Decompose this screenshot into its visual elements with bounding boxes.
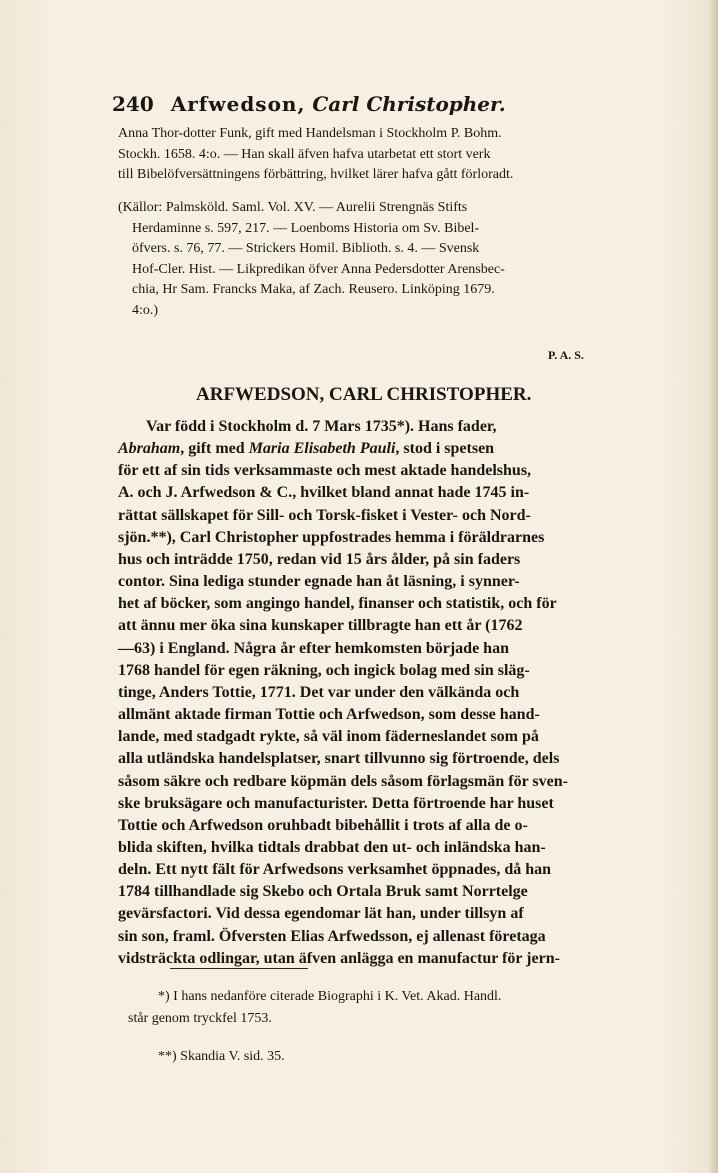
source-line: Herdaminne s. 597, 217. — Loenboms Historia om Sv. Bibel- — [132, 220, 480, 236]
body-line: 1784 tillhandlade sig Skebo och Ortala Bruk samt Norrtelge — [118, 883, 528, 901]
text-line: Anna Thor-dotter Funk, gift med Handelsman i Stockholm P. Bohm. — [118, 126, 502, 141]
header-subtitle: Carl Christopher. — [312, 92, 506, 116]
body-line: contor. Sina lediga stunder egnade han åt läsning, i synner- — [118, 573, 520, 591]
body-line: Var född i Stockholm d. 7 Mars 1735*). Hans fader, — [146, 418, 497, 435]
body-line: alla utländska handelsplatser, snart tillvunno sig förtroende, dels — [118, 750, 560, 768]
footnote-divider — [170, 968, 308, 969]
sources-block — [118, 198, 678, 322]
footnote-line: står genom tryckfel 1753. — [128, 1011, 272, 1026]
body-line: att ännu mer öka sina kunskaper tillbragte han ett år (1762 — [118, 617, 523, 635]
body-line: sjön.**), Carl Christopher uppfostrades hemma i föräldrarnes — [118, 528, 545, 546]
body-line: för ett af sin tids verksammaste och mest aktade handelshus, — [118, 462, 532, 480]
body-line: Abraham, gift med Maria Elisabeth Pauli, stod i spetsen — [118, 440, 495, 458]
body-line: —63) i England. Några år efter hemkomsten började han — [118, 639, 509, 657]
body-line: 1768 handel för egen räkning, och ingick bolag med sin släg- — [118, 661, 530, 679]
previous-entry-text — [118, 124, 678, 186]
source-line: (Källor: Palmsköld. Saml. Vol. XV. — Aurelii Strengnäs Stifts — [118, 200, 468, 215]
running-header — [112, 92, 672, 116]
body-line: allmänt aktade firman Tottie och Arfwedson, som desse hand- — [118, 706, 540, 724]
body-line: gevärsfactori. Vid dessa egendomar lät han, under tillsyn af — [118, 905, 524, 923]
body-line: A. och J. Arfwedson & C., hvilket bland annat hade 1745 in- — [118, 484, 530, 502]
body-line: såsom säkre och redbare köpmän dels såsom förlagsmän för sven- — [118, 772, 568, 790]
footnote-line: **) Skandia V. sid. 35. — [158, 1049, 285, 1064]
text-line: Stockh. 1658. 4:o. — Han skall äfven hafva utarbetat ett stort verk — [118, 146, 491, 162]
body-line: sin son, framl. Öfversten Elias Arfwedsson, ej allenast företaga — [118, 927, 546, 945]
source-line: öfvers. s. 76, 77. — Strickers Homil. Biblioth. s. 4. — Svensk — [132, 241, 480, 257]
body-line: deln. Ett nytt fält för Arfwedsons verksamhet öppnades, då han — [118, 861, 552, 879]
page-edge-shadow — [708, 0, 718, 1173]
source-line: chia, Hr Sam. Francks Maka, af Zach. Reusero. Linköping 1679. — [132, 282, 495, 298]
body-line: vidsträckta odlingar, utan äfven anlägga en manufactur för jern- — [118, 949, 560, 967]
body-line: hus och inträdde 1750, redan vid 15 års ålder, på sin faders — [118, 550, 521, 568]
body-line: tinge, Anders Tottie, 1771. Det var under den välkända och — [118, 683, 520, 701]
body-line: Tottie och Arfwedson oruhbadt bibehållit i trots af alla de o- — [118, 816, 528, 834]
source-line: Hof-Cler. Hist. — Likpredikan öfver Anna Pedersdotter Arensbec- — [132, 261, 505, 277]
article-body — [118, 416, 678, 970]
footnote-line: *) I hans nedanföre citerade Biographi i K. Vet. Akad. Handl. — [158, 989, 502, 1004]
footnote-1 — [128, 986, 688, 1030]
body-line: lande, med stadgadt rykte, så väl inom fäderneslandet som på — [118, 728, 539, 746]
body-line: het af böcker, som angingo handel, finanser och statistik, och för — [118, 595, 557, 613]
body-line: ske bruksägare och manufacturister. Detta förtroende har huset — [118, 794, 554, 812]
text-line: till Bibelöfversättningens förbättring, hvilket lärer hafva gått förloradt. — [118, 167, 514, 182]
author-signature: P. A. S. — [548, 348, 584, 362]
body-line: rättat sällskapet för Sill- och Torsk-fisket i Vester- och Nord- — [118, 506, 531, 524]
body-line: blida skiften, hvilka tidtals drabbat den ut- och inländska han- — [118, 838, 546, 856]
footnote-2 — [128, 1046, 688, 1068]
article-title: ARFWEDSON, CARL CHRISTOPHER. — [196, 384, 532, 405]
header-name: Arfwedson, — [170, 92, 306, 116]
page-number: 240 — [112, 92, 154, 116]
source-line: 4:o.) — [132, 302, 159, 318]
